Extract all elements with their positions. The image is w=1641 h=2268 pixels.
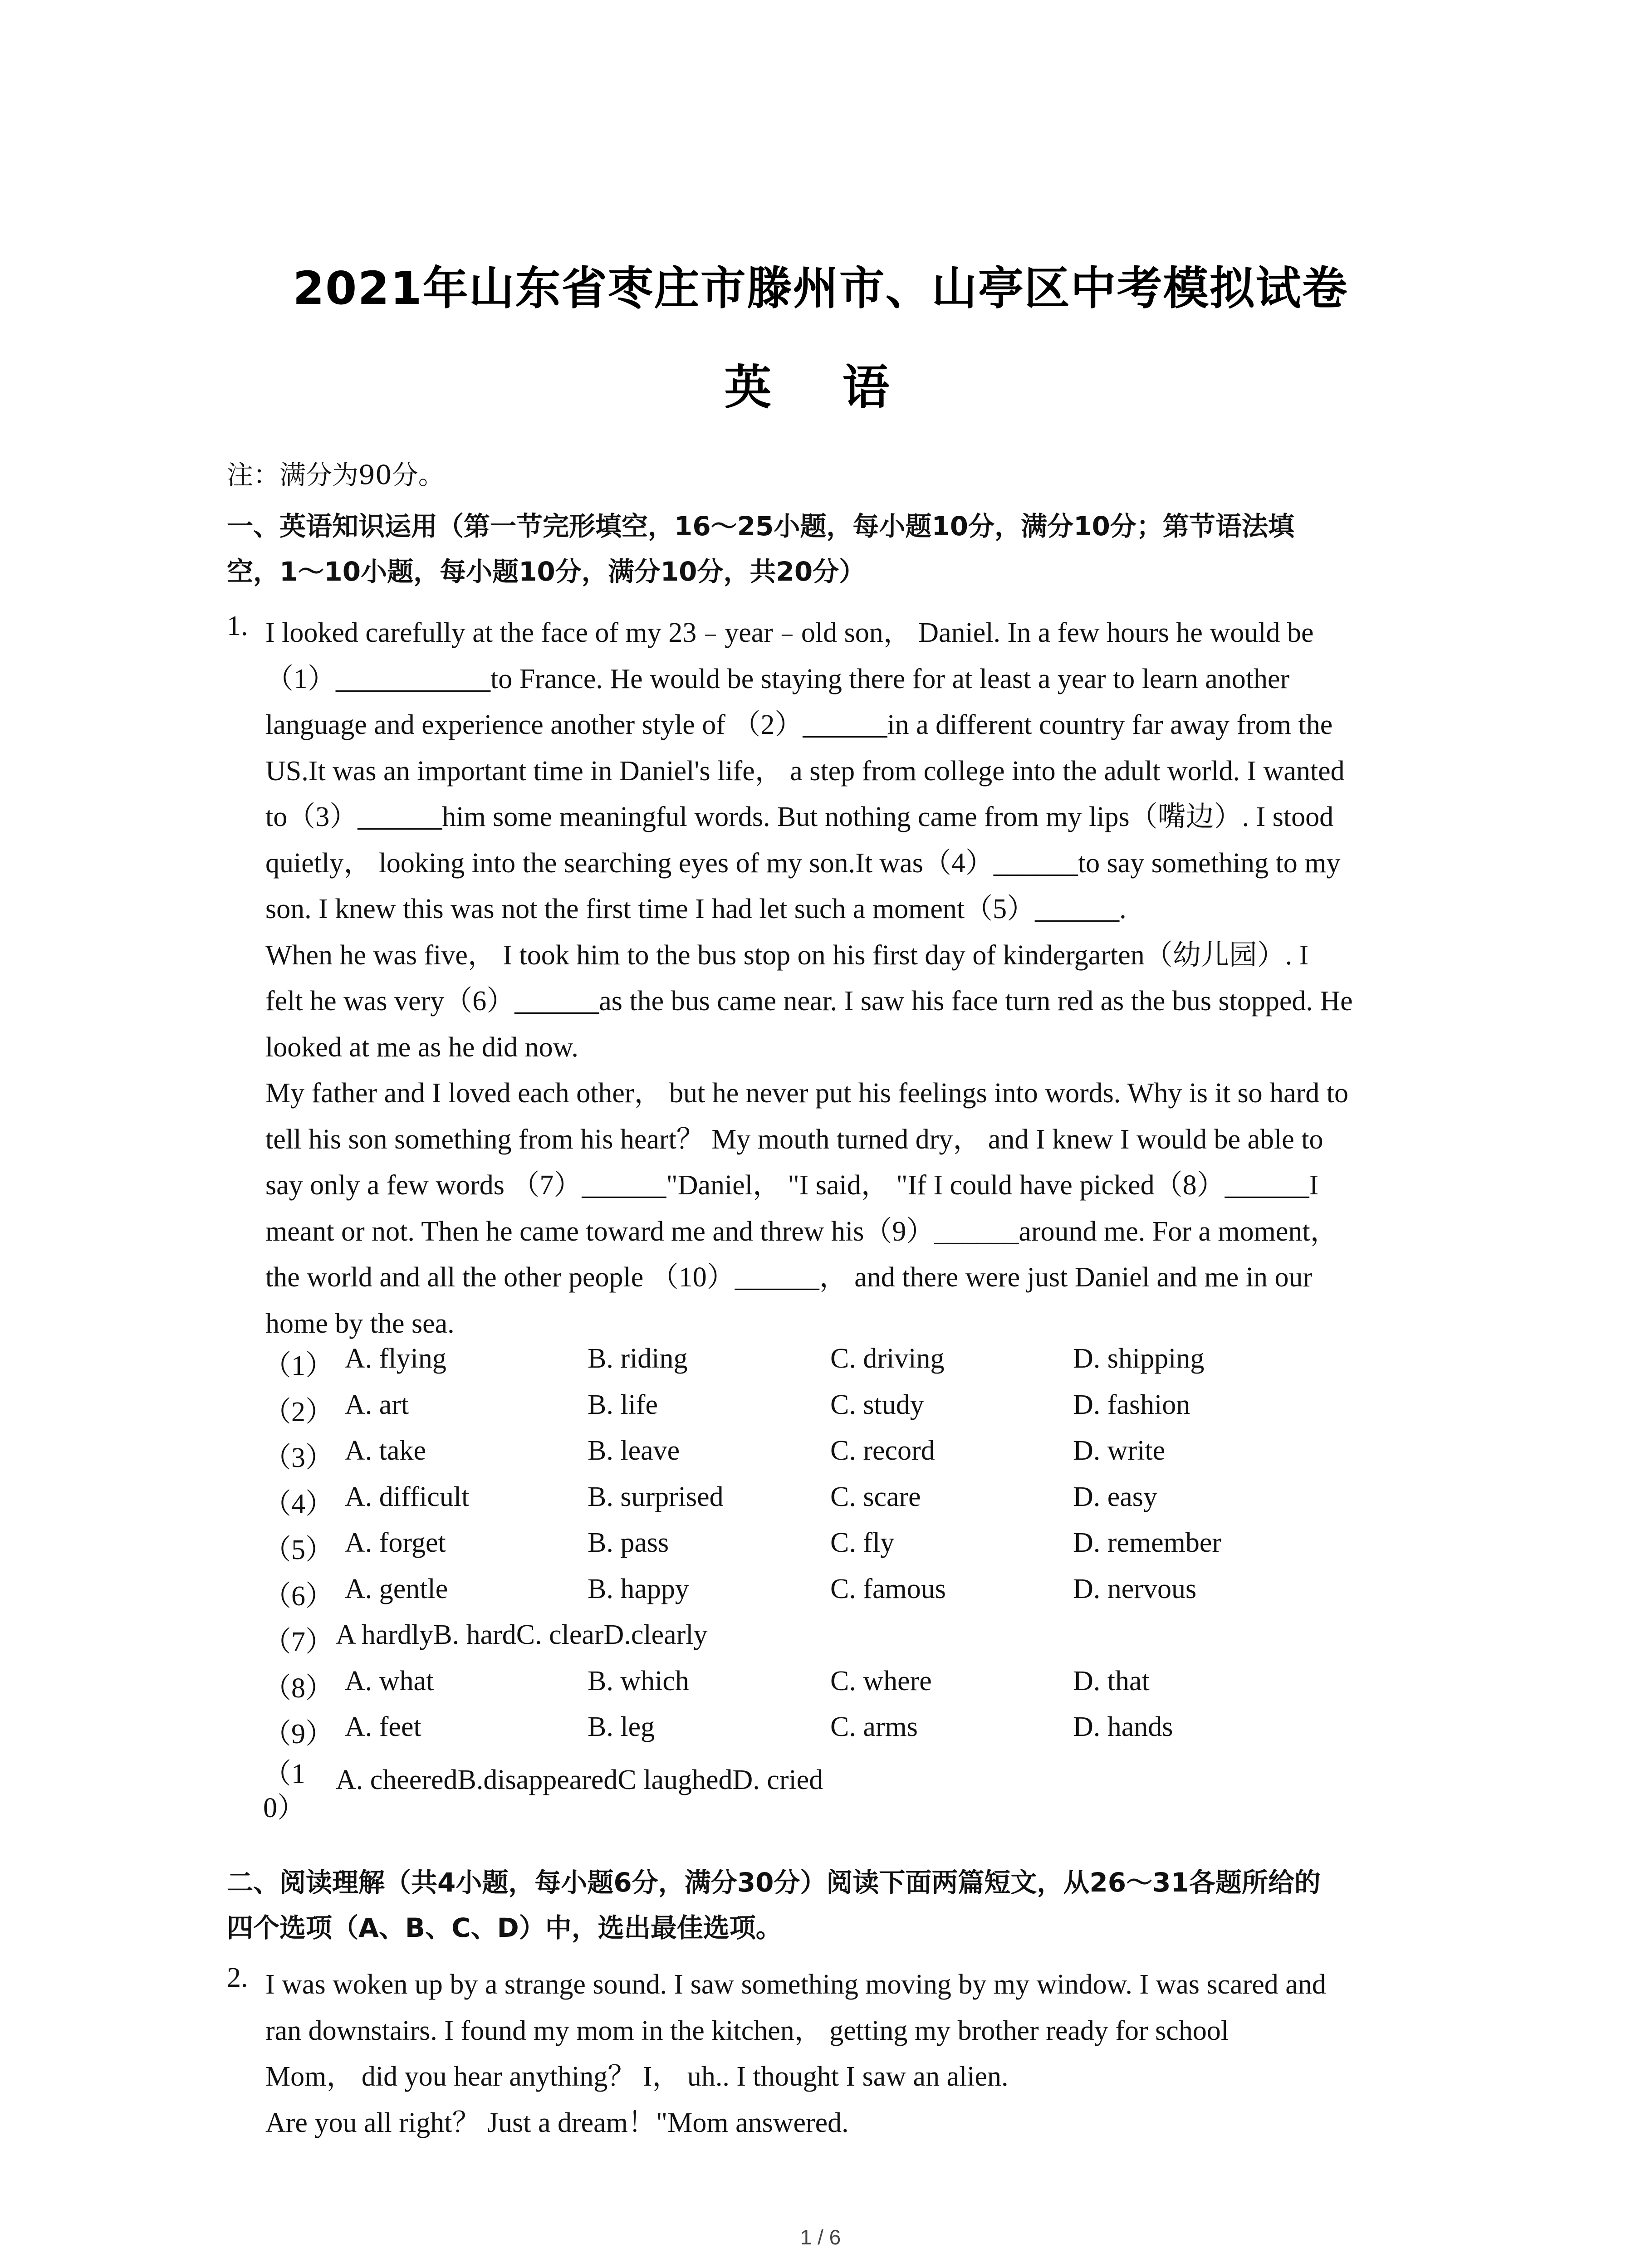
passage-line: say only a few words （7）______"Daniel， "I said， "If I could have picked（8）______I xyxy=(265,1170,1319,1201)
passage-line: home by the sea. xyxy=(265,1308,455,1339)
option-a: A. take xyxy=(345,1435,426,1466)
passage-line: to（3）______him some meaningful words. But nothing came from my lips（嘴边）. I stood xyxy=(265,802,1334,832)
option-d: D. remember xyxy=(1073,1527,1222,1558)
option-d: D. easy xyxy=(1073,1481,1157,1512)
reading-passage xyxy=(265,1962,1463,2146)
option-label-bottom: 0） xyxy=(263,1792,306,1823)
passage-line: the world and all the other people （10）______， and there were just Daniel and me in our xyxy=(265,1262,1313,1293)
passage-line: I looked carefully at the face of my 23﹣year﹣old son， Daniel. In a few hours he would be xyxy=(265,617,1314,648)
option-a: A. flying xyxy=(345,1343,446,1374)
option-d: D. shipping xyxy=(1073,1343,1205,1374)
option-c: C. where xyxy=(830,1665,932,1696)
option-b: B. riding xyxy=(588,1343,688,1374)
option-b: B. surprised xyxy=(588,1481,724,1512)
exam-subject: 英 语 xyxy=(724,360,917,415)
passage-line: US.It was an important time in Daniel's life， a step from college into the adult world. I wanted xyxy=(265,755,1345,787)
passage-line: meant or not. Then he came toward me and threw his（9）______around me. For a moment， xyxy=(265,1216,1338,1247)
passage-line: felt he was very（6）______as the bus came near. I saw his face turn red as the bus stopped. He xyxy=(265,986,1353,1017)
question-number: 2. xyxy=(227,1962,248,1993)
section-heading-line: 一、英语知识运用（第一节完形填空，16～25小题，每小题10分，满分10分；第节语法填 xyxy=(227,511,1294,542)
option-c: C. study xyxy=(830,1389,924,1420)
option-c: C. famous xyxy=(830,1573,946,1604)
section-heading-line: 四个选项（A、B、C、D）中，选出最佳选项。 xyxy=(227,1912,782,1943)
option-a: A. art xyxy=(345,1389,409,1420)
option-d: D. hands xyxy=(1073,1711,1173,1742)
option-b: B. life xyxy=(588,1389,658,1420)
option-b: B. leave xyxy=(588,1435,680,1466)
option-label: （2） xyxy=(263,1396,334,1427)
passage-line: （1）___________to France. He would be staying there for at least a year to learn another xyxy=(265,663,1290,694)
option-c: C. fly xyxy=(830,1527,895,1558)
option-b: B. happy xyxy=(588,1573,689,1604)
passage-line: I was woken up by a strange sound. I saw something moving by my window. I was scared and xyxy=(265,1969,1326,2000)
passage-line: Are you all right？ Just a dream！"Mom answered. xyxy=(265,2107,849,2138)
option-c: C. driving xyxy=(830,1343,945,1374)
option-label: （3） xyxy=(263,1442,334,1473)
section-heading-2 xyxy=(227,1860,1479,1950)
cloze-passage xyxy=(265,610,1463,1347)
option-c: C. scare xyxy=(830,1481,921,1512)
score-note: 注：满分为90分。 xyxy=(227,459,445,490)
option-b: B. which xyxy=(588,1665,689,1696)
option-label: （1） xyxy=(263,1350,334,1381)
option-label xyxy=(263,1757,305,1825)
passage-line: tell his son something from his heart？ My mouth turned dry， and I knew I would be able to xyxy=(265,1124,1323,1155)
section-heading-line: 空，1～10小题，每小题10分，满分10分，共20分） xyxy=(227,556,866,587)
option-label: （7） xyxy=(263,1627,334,1657)
option-b: B. pass xyxy=(588,1527,669,1558)
option-d: D. nervous xyxy=(1073,1573,1197,1604)
section-heading-1 xyxy=(227,503,1479,594)
option-d: D. that xyxy=(1073,1665,1150,1696)
option-d: D. fashion xyxy=(1073,1389,1190,1420)
passage-line: Mom， did you hear anything？ I， uh.. I thought I saw an alien. xyxy=(265,2061,1009,2092)
option-d: D. write xyxy=(1073,1435,1166,1466)
option-label: （5） xyxy=(263,1535,334,1565)
option-combined: A. cheeredB.disappearedC laughedD. cried xyxy=(336,1764,823,1795)
option-a: A. feet xyxy=(345,1711,421,1742)
option-label: （6） xyxy=(263,1580,334,1612)
passage-line: looked at me as he did now. xyxy=(265,1031,578,1063)
option-label: （4） xyxy=(263,1488,334,1520)
passage-line: When he was five， I took him to the bus stop on his first day of kindergarten（幼儿园）. I xyxy=(265,939,1309,971)
question-number: 1. xyxy=(227,611,248,641)
passage-line: son. I knew this was not the first time I had let such a moment（5）______. xyxy=(265,894,1127,924)
exam-title: 2021年山东省枣庄市滕州市、山亭区中考模拟试卷 xyxy=(293,262,1348,315)
passage-line: quietly， looking into the searching eyes of my son.It was（4）______to say something to my xyxy=(265,847,1341,879)
page-number: 1 / 6 xyxy=(800,2225,841,2249)
option-c: C. arms xyxy=(830,1711,918,1742)
option-combined: A hardlyB. hardC. clearD.clearly xyxy=(336,1619,708,1650)
option-a: A. gentle xyxy=(345,1573,448,1604)
option-b: B. leg xyxy=(588,1711,655,1742)
option-label: （8） xyxy=(263,1672,334,1704)
passage-line: My father and I loved each other， but he never put his feelings into words. Why is it so hard to xyxy=(265,1078,1349,1109)
option-a: A. difficult xyxy=(345,1481,470,1512)
option-label: （9） xyxy=(263,1719,334,1750)
passage-line: ran downstairs. I found my mom in the kitchen， getting my brother ready for school xyxy=(265,2015,1229,2046)
option-c: C. record xyxy=(830,1435,935,1466)
section-heading-line: 二、阅读理解（共4小题，每小题6分，满分30分）阅读下面两篇短文，从26～31各题所给的 xyxy=(227,1867,1321,1898)
option-label-top: （1 xyxy=(263,1758,306,1789)
passage-line: language and experience another style of （2）______in a different country far away from the xyxy=(265,709,1333,740)
option-a: A. what xyxy=(345,1665,434,1696)
option-a: A. forget xyxy=(345,1527,446,1558)
